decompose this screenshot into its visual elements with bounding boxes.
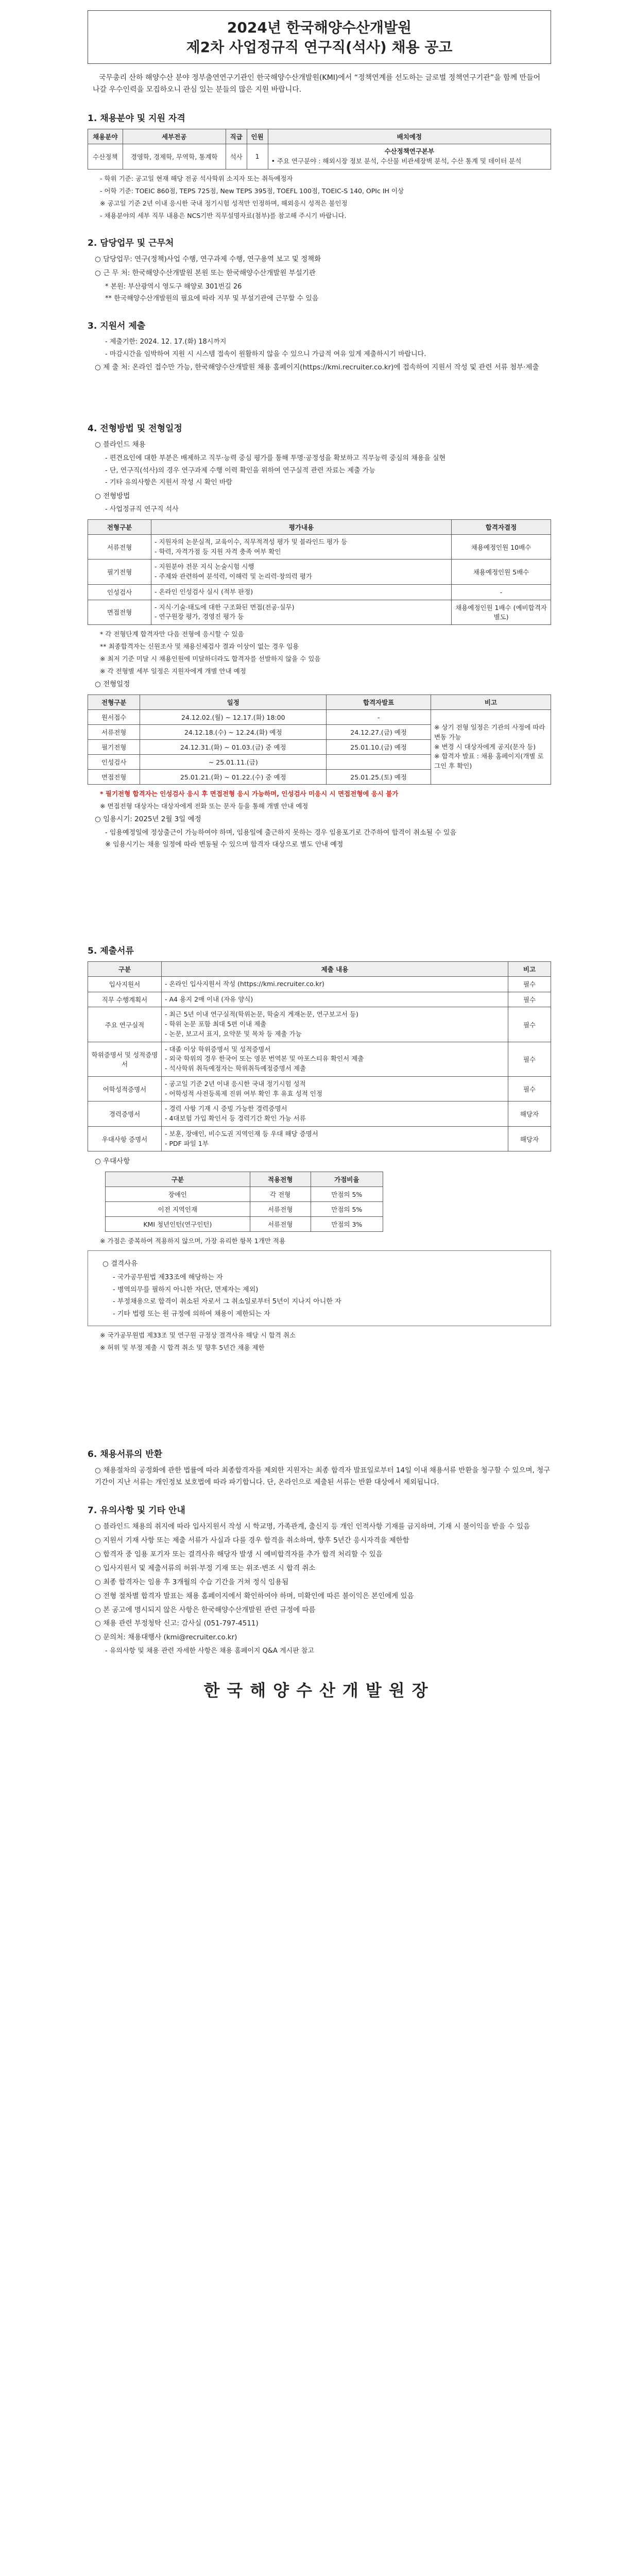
section1-heading: 1. 채용분야 및 지원 자격	[88, 113, 185, 124]
s1-note-3: ※ 공고일 기준 2년 이내 응시한 국내 정기시험 성적만 인정하며, 해외응시 성적은 불인정	[100, 199, 348, 207]
t3-th-2: 제출 내용	[162, 961, 508, 976]
th-dept: 배치예정	[268, 129, 551, 144]
t2-th-1: 전형구분	[88, 695, 140, 710]
s1-note-4: - 채용분야의 세부 직무 내용은 NCS기반 직무설명자료(첨부)를 참고해 주시기 바랍니다.	[100, 211, 347, 219]
t3-r3-c1: 주요 연구실적	[88, 1007, 162, 1042]
dept-title: 수산정책연구본부	[384, 147, 435, 156]
t2-r3-c1: 필기전형	[88, 740, 140, 755]
s7-item-9: ○ 문의처: 채용대행사 (kmi@recruiter.co.kr)	[95, 1633, 237, 1642]
s5-c-1: ○ 결격사유	[102, 1260, 138, 1268]
t1-th-3: 합격자결정	[452, 519, 551, 534]
s5-c-4: - 부정채용으로 합격이 취소된 자로서 그 취소일로부터 5년이 지나지 아니한 자	[113, 1298, 341, 1306]
t1-r2-c1: 필기전형	[88, 560, 151, 585]
t2-r2-c2: 24.12.18.(수) ~ 12.24.(화) 예정	[140, 725, 327, 740]
t2-r4-c1: 인성검사	[88, 755, 140, 770]
title-box	[88, 10, 551, 64]
cell-major: 경영학, 경제학, 무역학, 통계학	[123, 144, 226, 170]
t4-r1-c3: 만점의 5%	[311, 1187, 383, 1202]
s4-a-1: - 편견요인에 대한 부분은 배제하고 직무·능력 중심 평가를 통해 투명·공정성을 확보하고 직무능력 중심의 채용을 실현	[105, 454, 446, 463]
s4-d-3: ※ 임용시기는 채용 일정에 따라 변동될 수 있으며 합격자 대상으로 별도 안내 예정	[105, 841, 344, 849]
t1-r3-c2: - 온라인 인성검사 실시 (적부 판정)	[151, 584, 452, 600]
table-row	[88, 1042, 551, 1076]
section3-heading: 3. 지원서 제출	[88, 321, 146, 332]
t1-r3-c3: -	[452, 584, 551, 600]
t2-note-2: ※ 면접전형 대상자는 대상자에게 전화 또는 문자 등을 통해 개별 안내 예정	[100, 802, 309, 810]
s7-item-5: ○ 최종 합격자는 임용 후 3개월의 수습 기간을 거쳐 정식 임용됨	[95, 1578, 289, 1586]
s7-item-2: ○ 지원서 기재 사항 또는 제출 서류가 사실과 다를 경우 합격을 취소하며, 향후 5년간 응시자격을 제한함	[95, 1536, 409, 1545]
t4-th-3: 가점비율	[311, 1172, 383, 1187]
s5-c-note-2: ※ 허위 및 부정 제출 시 합격 취소 및 향후 5년간 채용 제한	[100, 1344, 265, 1351]
s4-c-label: ○ 전형일정	[95, 680, 130, 689]
s5-c-2: - 국가공무원법 제33조에 해당하는 자	[113, 1274, 223, 1282]
t3-r5-c3: 필수	[508, 1076, 551, 1101]
intro-text: 국무총리 산하 해양수산 분야 정부출연연구기관인 한국해양수산개발원(KMI)에서 “정책연계를 선도하는 글로벌 정책연구기관”을 함께 만들어 나갈 우수인력을 모집하오니 관심 있는 분들의 많은 지원 바랍니다.	[93, 73, 541, 94]
t4-note: ※ 가점은 중복하여 적용하지 않으며, 가장 유리한 항목 1개만 적용	[100, 1237, 286, 1245]
t3-r1-c1: 입사지원서	[88, 976, 162, 992]
t3-r2-c1: 직무 수행계획서	[88, 992, 162, 1007]
t3-r3-c3: 필수	[508, 1007, 551, 1042]
s3-item-3: ○ 제 출 처: 온라인 접수만 가능, 한국해양수산개발원 채용 홈페이지(https://kmi.recruiter.co.kr)에 접속하여 지원서 작성 및 관련 서류 첨부·제출	[95, 363, 539, 372]
t4-th-1: 구분	[106, 1172, 250, 1187]
s2-item-2: ○ 근 무 처: 한국해양수산개발원 본원 또는 한국해양수산개발원 부설기관	[95, 268, 316, 277]
t2-r4-c3	[327, 755, 431, 770]
s7-item-8: ○ 채용 관련 부정청탁 신고: 감사실 (051-797-4511)	[95, 1619, 259, 1628]
table-row	[88, 1076, 551, 1101]
table-row	[88, 584, 551, 600]
title-line2: 제2차 사업정규직 연구직(석사) 채용 공고	[186, 38, 453, 56]
cell-field: 수산정책	[88, 144, 123, 170]
table-row	[88, 1126, 551, 1151]
section4-heading: 4. 전형방법 및 전형일정	[88, 423, 182, 434]
t4-r3-c3: 만점의 3%	[311, 1217, 383, 1232]
t4-th-2: 적용전형	[250, 1172, 311, 1187]
t2-r5-c3: 25.01.25.(토) 예정	[327, 770, 431, 785]
table-row	[88, 710, 551, 725]
th-rank: 직급	[226, 129, 247, 144]
t4-r1-c2: 각 전형	[250, 1187, 311, 1202]
t2-note-1: * 필기전형 합격자는 인성검사 응시 후 면접전형 응시 가능하며, 인성검사 미응시 시 면접전형에 응시 불가	[100, 790, 399, 798]
t1-th-1: 전형구분	[88, 519, 151, 534]
preference-table	[105, 1172, 383, 1232]
t3-r4-c1: 학위증명서 및 성적증명서	[88, 1042, 162, 1076]
t2-r2-c1: 서류전형	[88, 725, 140, 740]
t4-r1-c1: 장애인	[106, 1187, 250, 1202]
table-row	[88, 976, 551, 992]
t2-th-4: 비고	[431, 695, 551, 710]
table-row	[88, 534, 551, 560]
t3-r4-c2: - 대졸 이상 학위증명서 및 성적증명서 - 외국 학위의 경우 한국어 또는 영문 번역본 및 아포스티유 확인서 제출 - 석사학위 취득예정자는 학위취득예정증명서 제출	[162, 1042, 508, 1076]
s5-b-label: ○ 우대사항	[95, 1157, 130, 1166]
t2-r3-c3: 25.01.10.(금) 예정	[327, 740, 431, 755]
s2-item-1: ○ 담당업무: 연구(정책)사업 수행, 연구과제 수행, 연구용역 보고 및 정책화	[95, 255, 321, 263]
table-row	[88, 992, 551, 1007]
table-row	[88, 600, 551, 625]
s4-b-label: ○ 전형방법	[95, 492, 130, 500]
s3-item-1: - 제출기한: 2024. 12. 17.(화) 18시까지	[105, 338, 227, 346]
t3-r2-c2: - A4 용지 2매 이내 (자유 양식)	[162, 992, 508, 1007]
s5-c-3: - 병역의무를 필하지 아니한 자(단, 면제자는 제외)	[113, 1285, 259, 1294]
recruit-field-table	[88, 129, 551, 170]
s6-text: ○ 채용절차의 공정화에 관한 법률에 따라 최종합격자를 제외한 지원자는 최종 합격자 발표일로부터 14일 이내 채용서류 반환을 청구할 수 있으며, 청구 기간이 지난 서류는 개인정보 보호법에 따라 파기합니다. 단, 온라인으로 제출된 서류는 반환 대상에서 제외됩니다.	[95, 1466, 551, 1486]
table-row	[106, 1187, 383, 1202]
selection-method-table	[88, 519, 551, 625]
issuer-signature: 한국해양수산개발원장	[203, 1680, 435, 1700]
section7-heading: 7. 유의사항 및 기타 안내	[88, 1505, 185, 1516]
t3-r6-c3: 해당자	[508, 1101, 551, 1127]
s3-item-2: - 마감시간을 임박하여 지원 시 시스템 접속이 원활하지 않을 수 있으니 가급적 여유 있게 제출하시기 바랍니다.	[105, 350, 426, 358]
s4-b-sub: - 사업정규직 연구직 석사	[105, 505, 179, 514]
s7-item-6: ○ 전형 절차별 합격자 발표는 채용 홈페이지에서 확인하여야 하며, 미확인에 따른 불이익은 본인에게 있음	[95, 1591, 414, 1600]
t3-r1-c2: - 온라인 입사지원서 작성 (https://kmi.recruiter.co.kr)	[162, 976, 508, 992]
t1-r1-c2: - 지원자의 논문실적, 교육이수, 직무적격성 평가 및 블라인드 평가 등 - 학력, 자격가점 등 지원 자격 충족 여부 확인	[151, 534, 452, 560]
t1-r3-c1: 인성검사	[88, 584, 151, 600]
t3-r3-c2: - 최근 5년 이내 연구실적(학위논문, 학술지 게재논문, 연구보고서 등) - 학위 논문 포함 최대 5편 이내 제출 - 논문, 보고서 표지, 요약문 및 목차 등 제출 가능	[162, 1007, 508, 1042]
t3-r1-c3: 필수	[508, 976, 551, 992]
s1-note-1: - 학위 기준: 공고일 현재 해당 전공 석사학위 소지자 또는 취득예정자	[100, 174, 293, 182]
section2-heading: 2. 담당업무 및 근무처	[88, 238, 174, 248]
s7-item-3: ○ 합격자 중 임용 포기자 또는 결격사유 해당자 발생 시 예비합격자를 추가 합격 처리할 수 있음	[95, 1550, 383, 1558]
t1-note-3: ※ 최저 기준 미달 시 채용인원에 미달하더라도 합격자를 선발하지 않을 수 있음	[100, 655, 321, 663]
s4-a-2: - 단, 연구직(석사)의 경우 연구과제 수행 이력 확인을 위하여 연구실적 관련 자료는 제출 가능	[105, 466, 375, 474]
cell-rank: 석사	[226, 144, 247, 170]
t4-r2-c2: 서류전형	[250, 1202, 311, 1217]
table-row	[88, 560, 551, 585]
t2-r5-c2: 25.01.21.(화) ~ 01.22.(수) 중 예정	[140, 770, 327, 785]
t2-r1-c1: 원서접수	[88, 710, 140, 725]
s4-a-3: - 기타 유의사항은 지원서 작성 시 확인 바람	[105, 479, 233, 487]
t3-r7-c2: - 보훈, 장애인, 비수도권 지역인재 등 우대 해당 증명서 - PDF 파일 1부	[162, 1126, 508, 1151]
t2-r2-c3: 24.12.27.(금) 예정	[327, 725, 431, 740]
th-count: 인원	[247, 129, 268, 144]
t4-r3-c1: KMI 청년인턴(연구인턴)	[106, 1217, 250, 1232]
announcement	[88, 10, 551, 1701]
t4-r3-c2: 서류전형	[250, 1217, 311, 1232]
th-field: 채용분야	[88, 129, 123, 144]
section6-heading: 6. 채용서류의 반환	[88, 1449, 163, 1460]
cell-dept	[268, 144, 551, 170]
t3-r6-c1: 경력증명서	[88, 1101, 162, 1127]
t1-note-4: ※ 각 전형별 세부 일정은 지원자에게 개별 안내 예정	[100, 667, 246, 675]
t4-r2-c1: 이전 지역인재	[106, 1202, 250, 1217]
s5-c-5: - 기타 법령 또는 원 규정에 의하여 채용이 제한되는 자	[113, 1310, 270, 1318]
t1-r4-c1: 면접전형	[88, 600, 151, 625]
s7-item-1: ○ 블라인드 채용의 취지에 따라 입사지원서 작성 시 학교명, 가족관계, 출신지 등 개인 인적사항 기재를 금지하며, 기재 시 불이익을 받을 수 있음	[95, 1522, 530, 1531]
th-major: 세부전공	[123, 129, 226, 144]
t1-note-2: ** 최종합격자는 신원조사 및 채용신체검사 결과 이상이 없는 경우 임용	[100, 642, 299, 651]
t3-r4-c3: 필수	[508, 1042, 551, 1076]
t2-th-2: 일정	[140, 695, 327, 710]
s2-item-3: * 본원: 부산광역시 영도구 해양로 301번길 26	[105, 282, 242, 291]
table-row	[88, 1101, 551, 1127]
table-row	[106, 1202, 383, 1217]
t1-r1-c3: 채용예정인원 10배수	[452, 534, 551, 560]
s2-item-4: ** 한국해양수산개발원의 필요에 따라 지부 및 부설기관에 근무할 수 있음	[105, 295, 319, 302]
t1-r1-c1: 서류전형	[88, 534, 151, 560]
s7-item-7: ○ 본 공고에 명시되지 않은 사항은 한국해양수산개발원 관련 규정에 따름	[95, 1605, 316, 1614]
schedule-table	[88, 694, 551, 785]
s7-item-4: ○ 입사지원서 및 제출서류의 허위·부정 기재 또는 위조·변조 시 합격 취소	[95, 1564, 316, 1572]
t2-r1-c3: -	[327, 710, 431, 725]
t1-r4-c2: - 지식·기술·태도에 대한 구조화된 면접(전공·실무) - 연구원장 평가, 경영진 평가 등	[151, 600, 452, 625]
t2-remarks: ※ 상기 전형 일정은 기관의 사정에 따라 변동 가능 ※ 변경 시 대상자에게 공지(문자 등) ※ 합격자 발표 : 채용 홈페이지(개별 로그인 후 확인)	[431, 710, 551, 785]
t3-r7-c1: 우대사항 증명서	[88, 1126, 162, 1151]
cell-count: 1	[247, 144, 268, 170]
table-row	[106, 1217, 383, 1232]
t2-r4-c2: ~ 25.01.11.(금)	[140, 755, 327, 770]
s5-c-note-1: ※ 국가공무원법 제33조 및 연구원 규정상 결격사유 해당 시 합격 취소	[100, 1331, 296, 1339]
dept-detail: • 주요 연구분야 : 해외시장 정보 분석, 수산물 비관세장벽 분석, 수산 통계 및 데이터 분석	[271, 157, 522, 165]
section5-heading: 5. 제출서류	[88, 945, 134, 956]
t3-th-3: 비고	[508, 961, 551, 976]
t3-th-1: 구분	[88, 961, 162, 976]
t1-r2-c3: 채용예정인원 5배수	[452, 560, 551, 585]
title-line1: 2024년 한국해양수산개발원	[227, 19, 412, 36]
table-row	[88, 1007, 551, 1042]
t1-th-2: 평가내용	[151, 519, 452, 534]
t3-r5-c1: 어학성적증명서	[88, 1076, 162, 1101]
t2-r5-c1: 면접전형	[88, 770, 140, 785]
t2-r1-c2: 24.12.02.(월) ~ 12.17.(화) 18:00	[140, 710, 327, 725]
t4-r2-c3: 만점의 5%	[311, 1202, 383, 1217]
s4-d-2: - 임용예정일에 정상출근이 가능하여야 하며, 임용일에 출근하지 못하는 경우 임용포기로 간주하여 합격이 취소될 수 있음	[105, 829, 457, 837]
s4-d-1: ○ 임용시기: 2025년 2월 3일 예정	[95, 815, 201, 824]
s7-item-10: - 유의사항 및 채용 관련 자세한 사항은 채용 홈페이지 Q&A 게시판 참고	[105, 1647, 314, 1655]
t3-r7-c3: 해당자	[508, 1126, 551, 1151]
t3-r6-c2: - 경력 사항 기재 시 증빙 가능한 경력증명서 - 4대보험 가입 확인서 등 경력기간 확인 가능 서류	[162, 1101, 508, 1127]
t1-r4-c3: 채용예정인원 1배수 (예비합격자 별도)	[452, 600, 551, 625]
t3-r5-c2: - 공고일 기준 2년 이내 응시한 국내 정기시험 성적 - 어학성적 사전등록제 진위 여부 확인 후 유효 성적 인정	[162, 1076, 508, 1101]
s1-note-2: - 어학 기준: TOEIC 860점, TEPS 725점, New TEPS 395점, TOEFL 100점, TOEIC-S 140, OPIc IH 이상	[100, 187, 404, 195]
disqualification-box	[88, 1250, 551, 1326]
s4-a-label: ○ 블라인드 채용	[95, 440, 146, 449]
t3-r2-c3: 필수	[508, 992, 551, 1007]
documents-table	[88, 961, 551, 1152]
t2-r3-c2: 24.12.31.(화) ~ 01.03.(금) 중 예정	[140, 740, 327, 755]
t1-r2-c2: - 지원분야 전문 지식 논술시험 시행 - 주제와 관련하여 분석력, 이해력 및 논리력·창의력 평가	[151, 560, 452, 585]
t1-note-1: * 각 전형단계 합격자만 다음 전형에 응시할 수 있음	[100, 630, 244, 638]
t2-th-3: 합격자발표	[327, 695, 431, 710]
